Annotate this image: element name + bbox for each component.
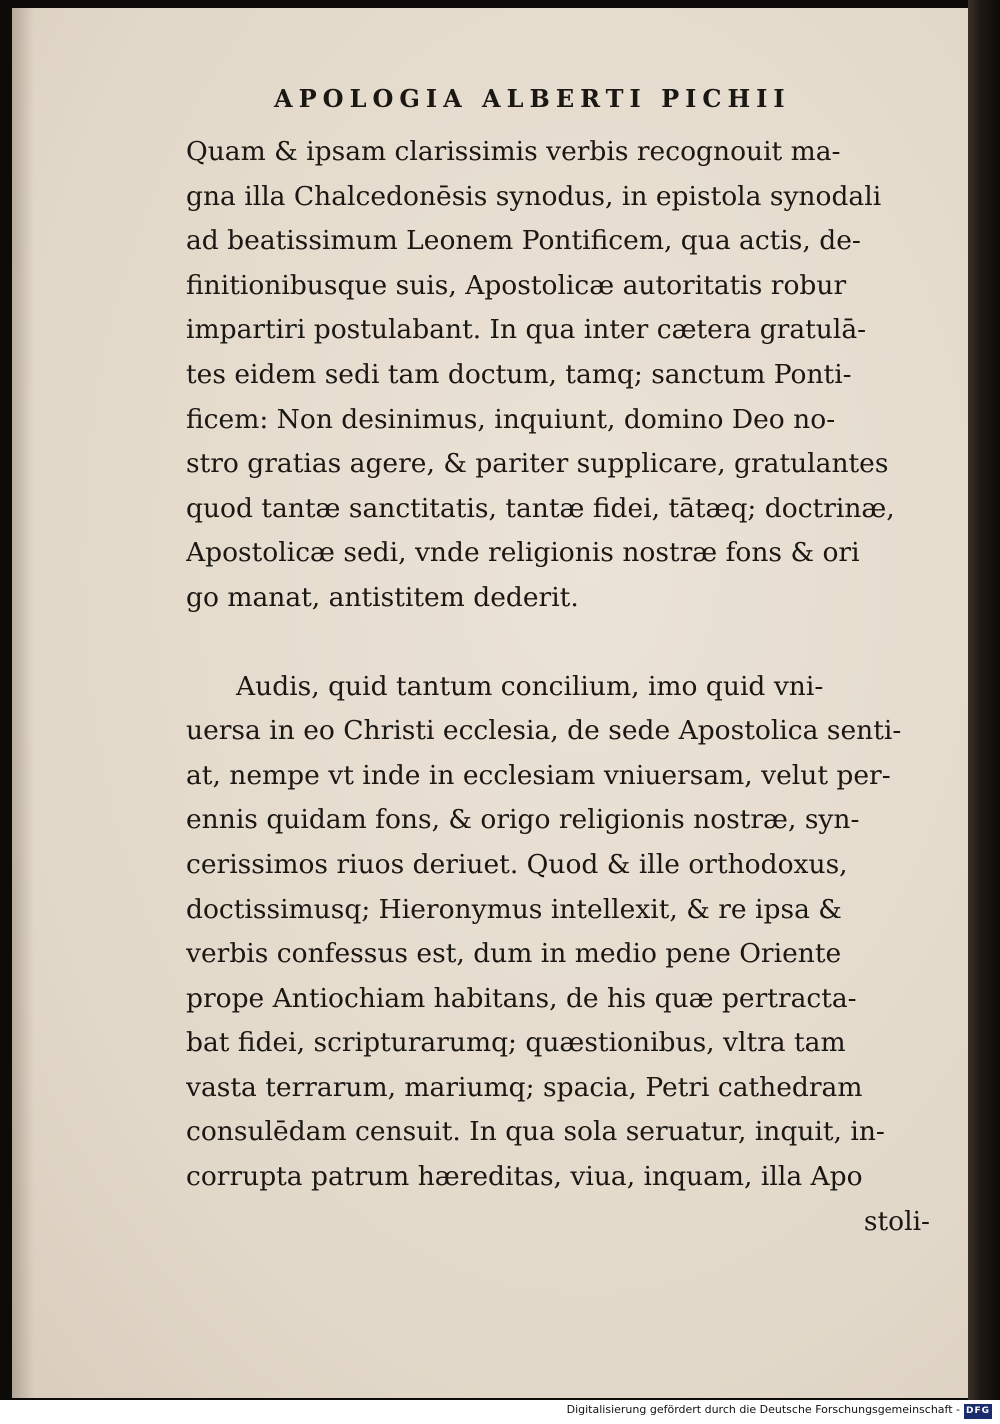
text-line: finitionibusque suis, Apostolicæ autoritatis robur <box>186 269 847 301</box>
text-line: corrupta patrum hæreditas, viua, inquam, illa Apo <box>186 1161 863 1193</box>
paragraph-1 <box>186 130 930 621</box>
text-line: Quam & ipsam clarissimis verbis recognouit ma- <box>186 136 841 167</box>
catchword: stoli- <box>863 1205 930 1237</box>
dfg-logo-icon: DFG <box>964 1404 992 1419</box>
text-line: ad beatissimum Leonem Pontificem, qua actis, de- <box>186 225 861 257</box>
text-line: go manat, antistitem dederit. <box>186 581 579 613</box>
text-line: ficem: Non desinimus, inquiunt, domino Deo no- <box>186 403 836 435</box>
text-line: doctissimusq; Hieronymus intellexit, & re ipsa & <box>186 893 842 925</box>
text-line: stro gratias agere, & pariter supplicare, gratulantes <box>186 448 889 480</box>
page-edge <box>968 0 1000 1400</box>
text-line: bat fidei, scripturarumq; quæstionibus, vltra tam <box>186 1027 846 1059</box>
text-line: quod tantæ sanctitatis, tantæ fidei, tātæq; doctrinæ, <box>186 492 895 524</box>
text-line: tes eidem sedi tam doctum, tamq; sanctum Ponti- <box>186 358 852 390</box>
footer-strip <box>0 1400 1000 1424</box>
digitization-credit: Digitalisierung gefördert durch die Deutsche Forschungsgemeinschaft - <box>566 1403 960 1416</box>
text-line: gna illa Chalcedonēsis synodus, in epistola synodali <box>186 180 882 212</box>
text-line: at, nempe vt inde in ecclesiam vniuersam, velut per- <box>186 759 891 791</box>
paragraph-2 <box>186 665 930 1245</box>
text-line: vasta terrarum, mariumq; spacia, Petri cathedram <box>186 1071 863 1103</box>
text-line: uersa in eo Christi ecclesia, de sede Apostolica senti- <box>186 715 902 747</box>
gutter-shadow <box>12 8 34 1398</box>
text-line: prope Antiochiam habitans, de his quæ pertracta- <box>186 982 857 1014</box>
text-line: impartiri postulabant. In qua inter cætera gratulā- <box>186 314 867 346</box>
paragraph-gap <box>186 621 930 665</box>
text-line: consulēdam censuit. In qua sola seruatur, inquit, in- <box>186 1116 885 1148</box>
text-line: Apostolicæ sedi, vnde religionis nostræ fons & ori <box>186 537 860 569</box>
text-line: Audis, quid tantum concilium, imo quid vni- <box>236 670 824 702</box>
text-line: ennis quidam fons, & origo religionis nostræ, syn- <box>186 804 860 836</box>
running-title: APOLOGIA ALBERTI PICHII <box>274 84 791 113</box>
text-block <box>186 130 930 1244</box>
text-line: verbis confessus est, dum in medio pene Oriente <box>186 938 842 970</box>
text-line: cerissimos riuos deriuet. Quod & ille orthodoxus, <box>186 848 848 880</box>
